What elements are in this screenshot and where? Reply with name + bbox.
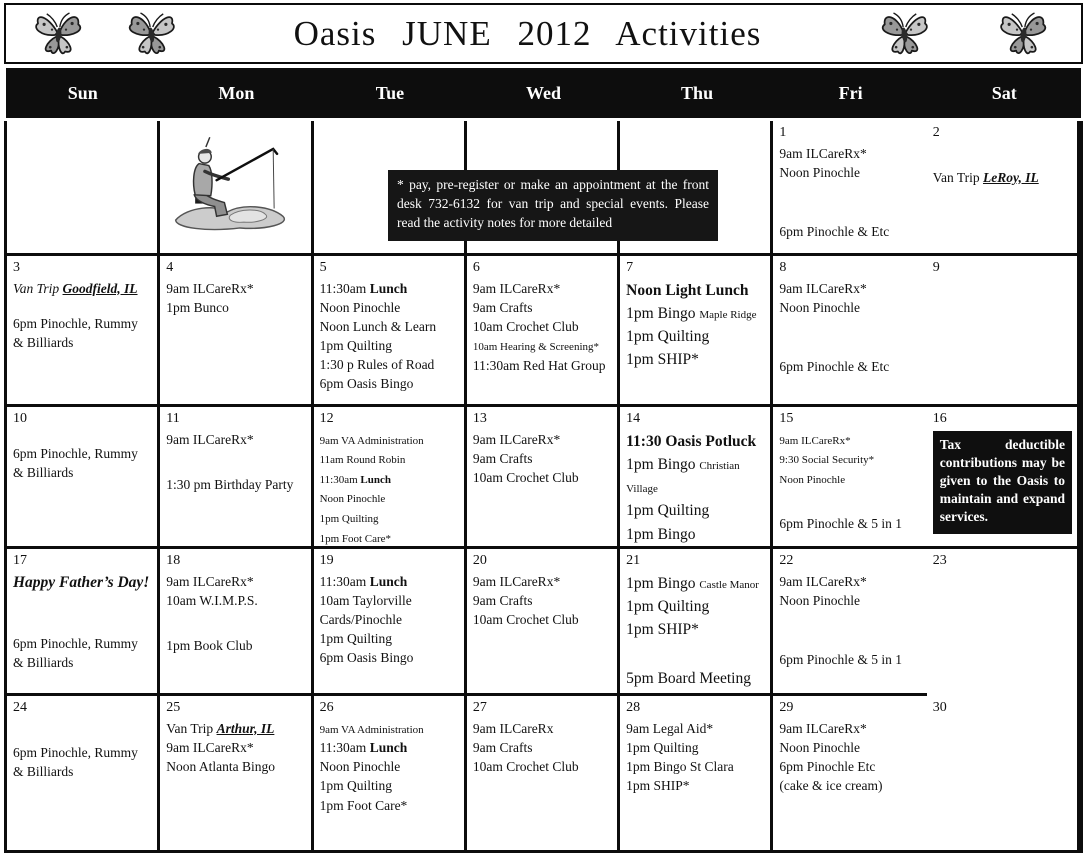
date-number: 4 bbox=[166, 260, 174, 275]
date-number: 19 bbox=[319, 553, 334, 568]
date-number: 14 bbox=[626, 411, 641, 426]
date-number: 1 bbox=[779, 125, 787, 140]
event-line: 9am VA Administration bbox=[319, 723, 424, 736]
event-line: 10am Crochet Club bbox=[472, 758, 579, 774]
event-line: 9am Crafts bbox=[472, 450, 533, 466]
date-number: 10 bbox=[13, 411, 27, 426]
event-line: 1pm Quilting bbox=[319, 778, 392, 794]
event-line: 1pm SHIP* bbox=[626, 621, 699, 638]
event-line: 11:30am Lunch bbox=[319, 740, 408, 756]
calendar-cell bbox=[160, 121, 313, 256]
event-line: 1pm Bunco bbox=[166, 299, 229, 315]
day-cell-8 bbox=[773, 256, 926, 407]
date-number: 5 bbox=[319, 260, 327, 275]
event-line: 10am W.I.M.P.S. bbox=[166, 592, 258, 608]
fisherman-image bbox=[162, 133, 308, 241]
event-line: 1pm SHIP* bbox=[626, 777, 690, 793]
event-line: 9am ILCareRx* bbox=[472, 431, 561, 447]
event-line: Noon Light Lunch bbox=[626, 281, 749, 299]
event-line: 9am ILCareRx* bbox=[779, 145, 867, 161]
event-line: 11am Round Robin bbox=[319, 454, 406, 467]
event-line: 1pm Bingo Castle Manor bbox=[626, 574, 759, 592]
date-number: 22 bbox=[779, 553, 794, 568]
day-cell-28 bbox=[620, 696, 773, 850]
event-line: Cards/Pinochle bbox=[319, 611, 403, 627]
event-line: 9am ILCareRx* bbox=[166, 739, 254, 755]
date-number: 7 bbox=[626, 260, 634, 275]
butterfly-icon bbox=[995, 6, 1053, 62]
day-cell-24 bbox=[7, 696, 160, 850]
event-line: 1pm Bingo St Clara bbox=[626, 758, 734, 774]
weekday-label-wed: Wed bbox=[525, 82, 561, 103]
event-line: 9am ILCareRx* bbox=[166, 431, 254, 447]
event-line: Noon Pinochle bbox=[319, 493, 386, 506]
date-number: 3 bbox=[13, 260, 20, 275]
day-cell-1 bbox=[773, 121, 926, 256]
day-cell-22 bbox=[773, 549, 926, 696]
day-cell-23 bbox=[927, 549, 1080, 696]
event-line: 6pm Pinochle & Etc bbox=[779, 358, 890, 374]
event-line: 1pm Bingo Christian Village bbox=[626, 455, 740, 495]
event-line: 1pm Quilting bbox=[626, 502, 710, 520]
butterfly-icon bbox=[122, 6, 180, 62]
event-line: 6pm Pinochle Etc bbox=[779, 758, 876, 774]
event-line: 1pm Bingo bbox=[626, 525, 696, 543]
day-cell-20 bbox=[467, 549, 620, 696]
event-line: 10am Crochet Club bbox=[472, 318, 579, 334]
calendar-cell bbox=[7, 121, 160, 256]
butterfly-icon bbox=[875, 6, 933, 62]
event-line: 6pm Oasis Bingo bbox=[319, 650, 414, 666]
event-line: 9am ILCareRx* bbox=[472, 280, 561, 296]
event-line: & Billiards bbox=[13, 654, 74, 670]
event-line: 1pm Quilting bbox=[319, 630, 392, 646]
event-line: 9am ILCareRx* bbox=[472, 573, 561, 589]
day-cell-13 bbox=[467, 407, 620, 549]
day-cell-19 bbox=[314, 549, 467, 696]
event-line: 6pm Pinochle, Rummy bbox=[13, 315, 138, 331]
page-title: Oasis JUNE 2012 Activities bbox=[293, 13, 762, 53]
day-cell-3 bbox=[7, 256, 160, 407]
event-line: 9am Crafts bbox=[472, 739, 533, 755]
event-line: 6pm Pinochle, Rummy bbox=[13, 635, 138, 651]
day-cell-10 bbox=[7, 407, 160, 549]
event-line: Noon Pinochle bbox=[779, 164, 861, 180]
date-number: 16 bbox=[932, 411, 947, 426]
event-line: 1pm Quilting bbox=[319, 337, 392, 353]
event-line: 1pm Quilting bbox=[626, 739, 699, 755]
day-cell-9 bbox=[927, 256, 1080, 407]
butterfly-icon bbox=[30, 6, 88, 62]
date-number: 11 bbox=[166, 411, 180, 426]
event-line: Noon Pinochle bbox=[319, 759, 401, 775]
day-cell-25 bbox=[160, 696, 313, 850]
event-line: Noon Pinochle bbox=[779, 299, 861, 315]
calendar-header bbox=[4, 3, 1083, 64]
date-number: 6 bbox=[472, 260, 480, 275]
day-cell-18 bbox=[160, 549, 313, 696]
weekday-label-sat: Sat bbox=[991, 82, 1017, 103]
event-line: 5pm Board Meeting bbox=[626, 670, 751, 688]
day-cell-30 bbox=[927, 696, 1080, 850]
date-number: 13 bbox=[472, 411, 487, 426]
date-number: 27 bbox=[472, 700, 487, 715]
weekday-label-sun: Sun bbox=[67, 82, 98, 103]
date-number: 17 bbox=[13, 553, 27, 568]
event-line: 10am Hearing & Screening* bbox=[472, 340, 599, 353]
event-line: 9am ILCareRx* bbox=[779, 720, 867, 736]
event-line: & Billiards bbox=[13, 464, 74, 480]
event-line: 6pm Pinochle, Rummy bbox=[13, 445, 138, 461]
event-line: 1pm Quilting bbox=[319, 512, 379, 525]
event-line: 9am ILCareRx* bbox=[779, 280, 867, 296]
butterfly-icon bbox=[875, 6, 933, 62]
event-line: 9:30 Social Security* bbox=[779, 454, 875, 467]
day-cell-12 bbox=[314, 407, 467, 549]
event-line: 9am ILCareRx* bbox=[779, 434, 851, 447]
event-line: Noon Pinochle bbox=[779, 739, 861, 755]
event-line: 11:30am Red Hat Group bbox=[472, 357, 606, 373]
event-line: 9am ILCareRx* bbox=[779, 573, 867, 589]
event-line: & Billiards bbox=[13, 763, 74, 779]
event-line: Noon Pinochle bbox=[319, 299, 401, 315]
event-line: 9am VA Administration bbox=[319, 434, 424, 447]
day-cell-15 bbox=[773, 407, 926, 549]
event-line: & Billiards bbox=[13, 334, 74, 350]
event-line: Van Trip LeRoy, IL bbox=[932, 169, 1039, 185]
date-number: 2 bbox=[932, 125, 940, 140]
date-number: 18 bbox=[166, 553, 181, 568]
event-line: 6pm Pinochle & 5 in 1 bbox=[779, 651, 903, 667]
tax-note-box: Tax deductible contributions may be given to the Oasis to maintain and expand services. bbox=[933, 431, 1072, 534]
day-cell-4 bbox=[160, 256, 313, 407]
date-number: 8 bbox=[779, 260, 787, 275]
weekday-label-tue: Tue bbox=[375, 82, 405, 103]
date-number: 24 bbox=[13, 700, 27, 715]
event-line: 1:30 p Rules of Road bbox=[319, 357, 435, 373]
event-line: 6pm Oasis Bingo bbox=[319, 376, 414, 392]
day-cell-27 bbox=[467, 696, 620, 850]
event-line: 9am ILCareRx* bbox=[166, 573, 254, 589]
event-line: Noon Atlanta Bingo bbox=[166, 758, 276, 774]
date-number: 20 bbox=[472, 553, 487, 568]
day-cell-6 bbox=[467, 256, 620, 407]
date-number: 9 bbox=[932, 260, 940, 275]
calendar-grid bbox=[4, 121, 1083, 853]
event-line: 9am ILCareRx* bbox=[166, 280, 254, 296]
day-cell-14 bbox=[620, 407, 773, 549]
event-line: 1pm Quilting bbox=[626, 597, 710, 615]
event-line: 1:30 pm Birthday Party bbox=[166, 476, 294, 492]
day-cell-29 bbox=[773, 696, 926, 850]
weekday-header-row bbox=[6, 68, 1081, 118]
event-line: Noon Pinochle bbox=[779, 592, 861, 608]
event-line: 9am Legal Aid* bbox=[626, 720, 714, 736]
day-cell-17 bbox=[7, 549, 160, 696]
event-line: Noon Pinochle bbox=[779, 473, 846, 486]
event-line: 10am Crochet Club bbox=[472, 611, 579, 627]
date-number: 26 bbox=[319, 700, 334, 715]
event-line: 9am ILCareRx bbox=[472, 720, 554, 736]
event-line: 11:30am Lunch bbox=[319, 573, 408, 589]
date-number: 23 bbox=[932, 553, 947, 568]
event-line: Happy Father’s Day! bbox=[13, 573, 150, 591]
day-cell-5 bbox=[314, 256, 467, 407]
event-line: 10am Crochet Club bbox=[472, 469, 579, 485]
weekday-label-thu: Thu bbox=[681, 82, 714, 103]
day-cell-21 bbox=[620, 549, 773, 696]
weekday-label-fri: Fri bbox=[838, 82, 863, 103]
event-line: Van Trip Goodfield, IL bbox=[13, 280, 138, 296]
event-line: Van Trip Arthur, IL bbox=[166, 720, 275, 736]
date-number: 25 bbox=[166, 700, 181, 715]
event-line: 1pm Book Club bbox=[166, 637, 253, 653]
day-cell-26 bbox=[314, 696, 467, 850]
weekday-label-mon: Mon bbox=[218, 82, 255, 103]
event-line: 1pm Quilting bbox=[626, 328, 710, 345]
event-line: 11:30am Lunch bbox=[319, 473, 391, 486]
event-line: 1pm SHIP* bbox=[626, 351, 699, 369]
butterfly-icon bbox=[122, 6, 180, 62]
event-line: 6pm Pinochle & Etc bbox=[779, 223, 890, 239]
event-line: Noon Lunch & Learn bbox=[319, 318, 437, 334]
event-line: 9am Crafts bbox=[472, 299, 533, 315]
day-cell-2 bbox=[927, 121, 1080, 256]
event-line: 1pm Foot Care* bbox=[319, 532, 392, 545]
event-line: 10am Taylorville bbox=[319, 592, 412, 608]
event-line: 11:30am Lunch bbox=[319, 280, 408, 296]
event-line: 6pm Pinochle, Rummy bbox=[13, 744, 138, 760]
event-line: (cake & ice cream) bbox=[779, 777, 883, 793]
date-number: 28 bbox=[626, 700, 641, 715]
date-number: 12 bbox=[319, 411, 334, 426]
butterfly-icon bbox=[995, 6, 1053, 62]
event-line: 9am Crafts bbox=[472, 592, 533, 608]
date-number: 29 bbox=[779, 700, 794, 715]
event-line: 6pm Pinochle & 5 in 1 bbox=[779, 516, 903, 532]
butterfly-icon bbox=[30, 6, 88, 62]
day-cell-16 bbox=[927, 407, 1080, 549]
event-line: 11:30 Oasis Potluck bbox=[626, 432, 757, 450]
date-number: 21 bbox=[626, 553, 641, 568]
date-number: 15 bbox=[779, 411, 794, 426]
day-cell-11 bbox=[160, 407, 313, 549]
notice-box: * pay, pre-register or make an appointment at the front desk 732-6132 for van trip and special events. Please read the activity notes for more detailed bbox=[388, 170, 718, 241]
day-cell-7 bbox=[620, 256, 773, 407]
event-line: 1pm Bingo Maple Ridge bbox=[626, 304, 757, 322]
date-number: 30 bbox=[932, 700, 947, 715]
event-line: 1pm Foot Care* bbox=[319, 797, 408, 813]
